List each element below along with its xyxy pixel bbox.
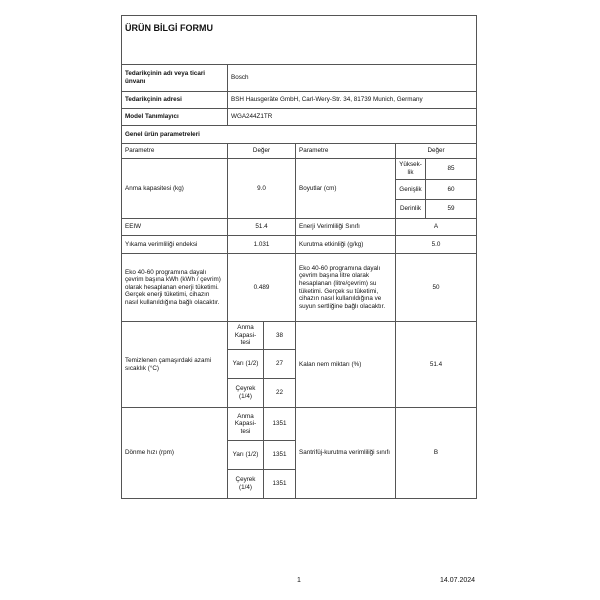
supplier-address-label: Tedarikçinin adresi (122, 92, 228, 109)
temp-half-label: Yarı (1/2) (228, 350, 264, 379)
col-value-right: Değer (396, 144, 477, 159)
temp-label: Temizlenen çamaşırdaki azami sıcaklık (°C) (122, 322, 228, 408)
spin-class-value: B (396, 408, 477, 499)
moisture-value: 51.4 (396, 322, 477, 408)
product-info-table (121, 15, 477, 499)
height-label: Yüksek-lik (396, 159, 426, 180)
page-number: 1 (297, 577, 301, 584)
width-label: Genişlik (396, 180, 426, 200)
wash-index-label: Yıkama verimliliği endeksi (122, 236, 228, 254)
col-param-right: Parametre (296, 144, 396, 159)
rinse-value: 5.0 (396, 236, 477, 254)
depth-label: Derinlik (396, 200, 426, 219)
wash-index-value: 1.031 (228, 236, 296, 254)
water-consumption-label: Eko 40-60 programına dayalı çevrim başına litre olarak hesaplanan (litre/çevrim) su tüketimi. Gerçek su tüketimi, cihazın nasıl kullanıldığına ve suyun sertliğine bağlı olacaktır. (296, 254, 396, 322)
spin-label: Dönme hızı (rpm) (122, 408, 228, 499)
params-header: Genel ürün parametreleri (122, 126, 477, 144)
supplier-name-value: Bosch (228, 65, 477, 92)
capacity-value: 9.0 (228, 159, 296, 219)
energy-class-value: A (396, 219, 477, 236)
spin-quarter-label: Çeyrek (1/4) (228, 470, 264, 499)
spin-class-label: Santrifüj-kurutma verimliliği sınıfı (296, 408, 396, 499)
temp-half-value: 27 (264, 350, 296, 379)
supplier-name-label: Tedarikçinin adı veya ticari ünvanı (122, 65, 228, 92)
temp-quarter-label: Çeyrek (1/4) (228, 379, 264, 408)
energy-consumption-value: 0.489 (228, 254, 296, 322)
spin-quarter-value: 1351 (264, 470, 296, 499)
eeiw-value: 51.4 (228, 219, 296, 236)
width-value: 60 (426, 180, 477, 200)
spin-full-label: Anma Kapasi-tesi (228, 408, 264, 441)
height-value: 85 (426, 159, 477, 180)
temp-full-label: Anma Kapasi-tesi (228, 322, 264, 350)
rinse-label: Kurutma etkinliği (g/kg) (296, 236, 396, 254)
water-consumption-value: 50 (396, 254, 477, 322)
depth-value: 59 (426, 200, 477, 219)
col-param-left: Parametre (122, 144, 228, 159)
spin-full-value: 1351 (264, 408, 296, 441)
model-value: WGA244Z1TR (228, 109, 477, 126)
form-title: ÜRÜN BİLGİ FORMU (122, 16, 477, 65)
capacity-label: Anma kapasitesi (kg) (122, 159, 228, 219)
temp-quarter-value: 22 (264, 379, 296, 408)
dimensions-label: Boyutlar (cm) (296, 159, 396, 219)
spin-half-value: 1351 (264, 441, 296, 470)
model-label: Model Tanımlayıcı (122, 109, 228, 126)
document-date: 14.07.2024 (440, 577, 476, 584)
temp-full-value: 38 (264, 322, 296, 350)
energy-consumption-label: Eko 40-60 programına dayalı çevrim başına kWh (kWh / çevrim) olarak hesaplanan enerji tüketimi. Gerçek enerji tüketimi, cihazın nasıl kullanıldığına bağlı olacaktır. (122, 254, 228, 322)
col-value-left: Değer (228, 144, 296, 159)
spin-half-label: Yarı (1/2) (228, 441, 264, 470)
moisture-label: Kalan nem miktarı (%) (296, 322, 396, 408)
energy-class-label: Enerji Verimliliği Sınıfı (296, 219, 396, 236)
supplier-address-value: BSH Hausgeräte GmbH, Carl-Wery-Str. 34, 81739 Munich, Germany (228, 92, 477, 109)
eeiw-label: EEIW (122, 219, 228, 236)
